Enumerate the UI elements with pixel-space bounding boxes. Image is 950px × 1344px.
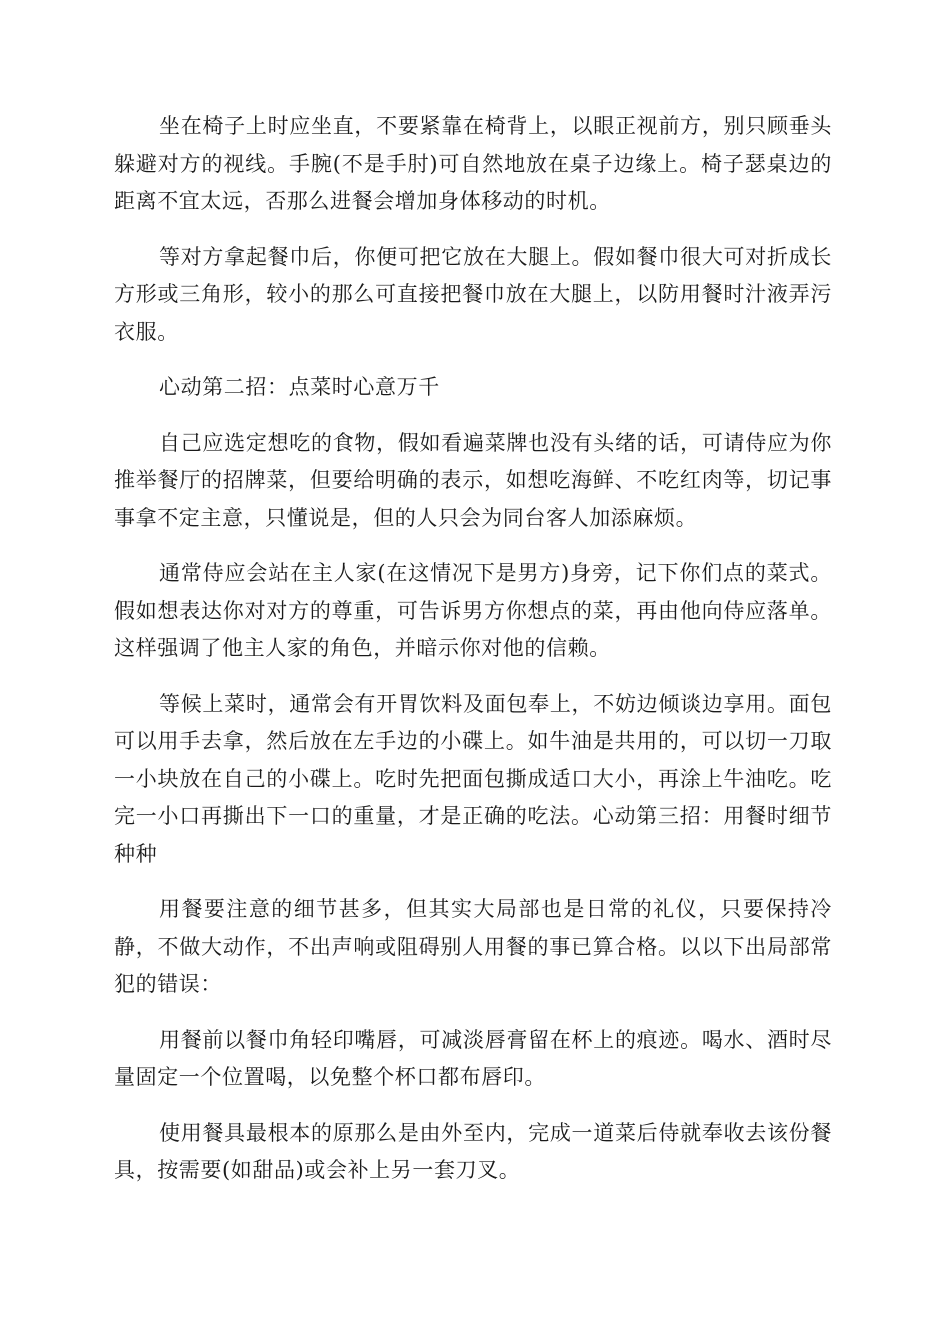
paragraph-7: 用餐前以餐巾角轻印嘴唇，可减淡唇膏留在杯上的痕迹。喝水、酒时尽量固定一个位置喝，以免整个杯口都布唇印。 [114, 1027, 832, 1089]
paragraph-5: 等候上菜时，通常会有开胃饮料及面包奉上，不妨边倾谈边享用。面包可以用手去拿，然后放在左手边的小碟上。如牛油是共用的，可以切一刀取一小块放在自己的小碟上。吃时先把面包撕成适口大小，再涂上牛油吃。吃完一小口再撕出下一口的重量，才是正确的吃法。心动第三招：用餐时细节种种 [114, 691, 832, 866]
paragraph-4: 通常侍应会站在主人家(在这情况下是男方)身旁，记下你们点的菜式。假如想表达你对对方的尊重，可告诉男方你想点的菜，再由他向侍应落单。这样强调了他主人家的角色，并暗示你对他的信赖。 [114, 561, 832, 660]
paragraph-6: 用餐要注意的细节甚多，但其实大局部也是日常的礼仪，只要保持冷静，不做大动作，不出声响或阻碍别人用餐的事已算合格。以以下出局部常犯的错误： [114, 897, 832, 996]
paragraph-1: 坐在椅子上时应坐直，不要紧靠在椅背上，以眼正视前方，别只顾垂头躲避对方的视线。手腕(不是手肘)可自然地放在桌子边缘上。椅子瑟桌边的距离不宜太远，否那么进餐会增加身体移动的时机。 [114, 114, 832, 213]
paragraph-3: 自己应选定想吃的食物，假如看遍菜牌也没有头绪的话，可请侍应为你推举餐厅的招牌菜，但要给明确的表示，如想吃海鲜、不吃红肉等，切记事事拿不定主意，只懂说是，但的人只会为同台客人加添麻烦。 [114, 430, 832, 530]
paragraph-2: 等对方拿起餐巾后，你便可把它放在大腿上。假如餐巾很大可对折成长方形或三角形，较小的那么可直接把餐巾放在大腿上，以防用餐时汁液弄污衣服。 [114, 244, 832, 344]
document-body [114, 108, 832, 1208]
section-heading-2: 心动第二招：点菜时心意万千 [159, 375, 440, 399]
paragraph-8: 使用餐具最根本的原那么是由外至内，完成一道菜后侍就奉收去该份餐具，按需要(如甜品)或会补上另一套刀叉。 [114, 1120, 832, 1182]
